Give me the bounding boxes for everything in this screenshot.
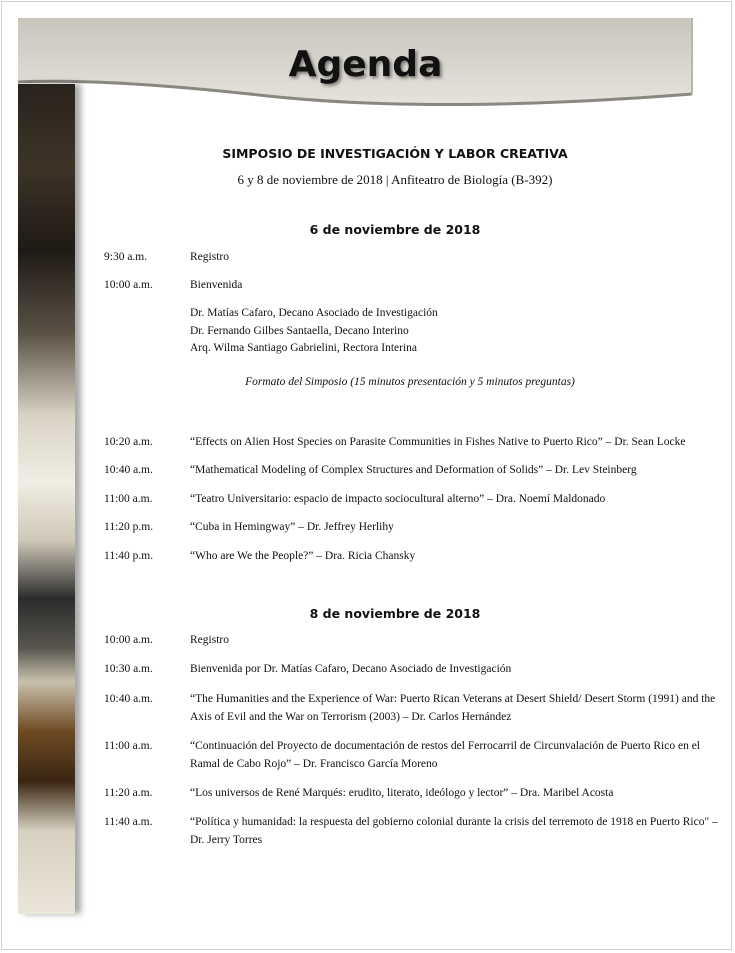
agenda-time: 11:20 p.m. — [104, 521, 154, 533]
agenda-time: 10:00 a.m. — [104, 634, 153, 646]
agenda-text: “Who are We the People?” – Dra. Ricia Chansky — [190, 550, 416, 562]
agenda-time: 10:00 a.m. — [104, 279, 153, 291]
agenda-time: 9:30 a.m. — [104, 251, 148, 263]
agenda-time: 11:00 a.m. — [104, 493, 153, 505]
agenda-time: 11:20 a.m. — [104, 787, 153, 799]
welcome-speakers — [190, 305, 438, 358]
decorative-photo-strip — [18, 84, 75, 914]
symposium-title: SIMPOSIO DE INVESTIGACIÓN Y LABOR CREATIVA — [222, 146, 568, 161]
symposium-dates-location: 6 y 8 de noviembre de 2018 | Anfiteatro de Biología (B-392) — [237, 172, 553, 187]
agenda-time: 10:30 a.m. — [104, 663, 153, 675]
speaker: Dr. Matías Cafaro, Decano Asociado de Investigación — [190, 307, 438, 319]
agenda-time: 11:40 p.m. — [104, 550, 154, 562]
agenda-time: 10:40 a.m. — [104, 693, 153, 705]
agenda-text: “Mathematical Modeling of Complex Structures and Deformation of Solids” – Dr. Lev Steinberg — [190, 464, 637, 476]
agenda-time: 10:40 a.m. — [104, 464, 153, 476]
agenda-time: 11:40 a.m. — [104, 816, 153, 828]
agenda-text: Bienvenida — [190, 279, 243, 291]
agenda-text: “Teatro Universitario: espacio de impacto sociocultural alterno” – Dra. Noemí Maldonado — [190, 493, 606, 505]
day2-heading: 8 de noviembre de 2018 — [309, 606, 481, 621]
agenda-text: “Los universos de René Marqués: erudito, literato, ideólogo y lector” – Dra. Maribel Acosta — [190, 787, 614, 799]
agenda-text: Bienvenida por Dr. Matías Cafaro, Decano Asociado de Investigación — [190, 663, 512, 675]
agenda-text: “Continuación del Proyecto de documentación de restos del Ferrocarril de Circunvalación de Puerto Rico en el Ramal de Cabo Rojo” – Dr. Francisco García Moreno — [190, 740, 700, 770]
agenda-text: “Política y humanidad: la respuesta del gobierno colonial durante la crisis del terremoto de 1918 en Puerto Rico" – Dr. Jerry Torres — [190, 816, 718, 846]
speaker: Arq. Wilma Santiago Gabrielini, Rectora Interina — [190, 342, 418, 354]
day1-heading: 6 de noviembre de 2018 — [309, 222, 481, 237]
agenda-text: “Effects on Alien Host Species on Parasite Communities in Fishes Native to Puerto Rico” – Dr. Sean Locke — [190, 436, 686, 448]
agenda-time: 10:20 a.m. — [104, 436, 153, 448]
agenda-text: “The Humanities and the Experience of War: Puerto Rican Veterans at Desert Shield/ Desert Storm (1991) and the Axis of Evil and the War on Terrorism (2003) – Dr. Carlos Hernández — [190, 693, 716, 723]
agenda-time: 11:00 a.m. — [104, 740, 153, 752]
agenda-text: Registro — [190, 251, 229, 263]
agenda-text: Registro — [190, 634, 229, 646]
speaker: Dr. Fernando Gilbes Santaella, Decano Interino — [190, 324, 409, 337]
page-title: Agenda — [288, 44, 443, 85]
agenda-text: “Cuba in Hemingway” – Dr. Jeffrey Herlihy — [190, 521, 394, 533]
symposium-format-note: Formato del Simposio (15 minutos presentación y 5 minutos preguntas) — [245, 376, 575, 388]
